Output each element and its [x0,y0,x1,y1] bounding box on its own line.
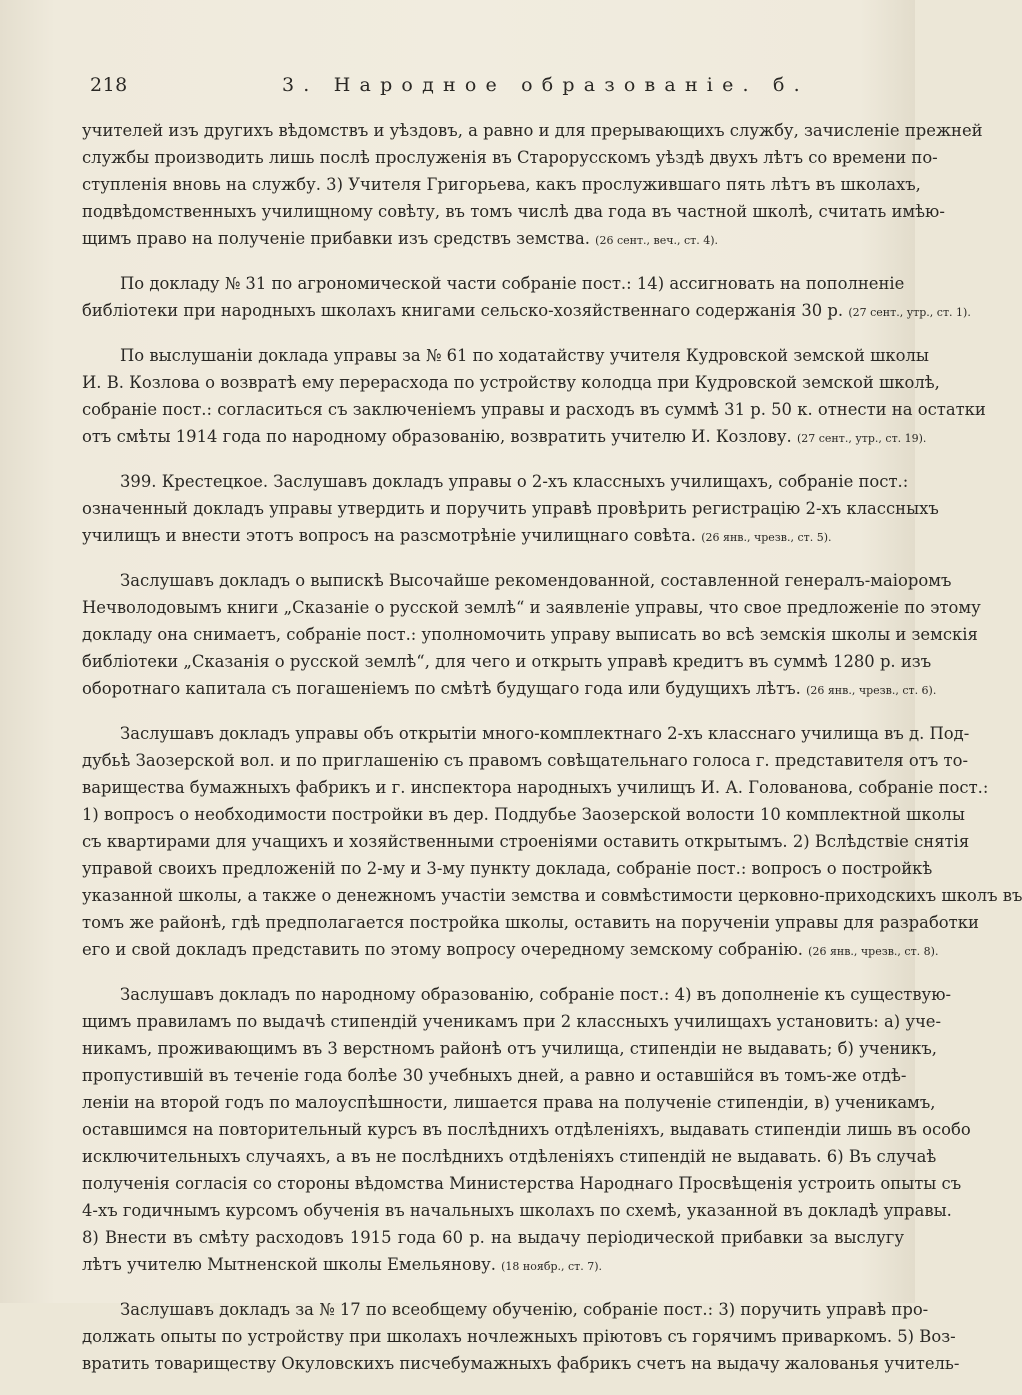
text-line [82,522,904,549]
text-line [82,495,939,522]
session-reference: (26 янв., чрезв., ст. 8). [808,945,939,958]
line-text: варищества бумажныхъ фабрикъ и г. инспектора народныхъ училищъ И. А. Голованова, собраніе пост.: [82,778,989,797]
paragraph [82,981,971,1278]
line-text: подвѣдомственныхъ училищному совѣту, въ томъ числѣ два года въ частной школѣ, считать имѣю- [82,202,945,221]
line-text: библіотеки при народныхъ школахъ книгами сельско-хозяйственнаго содержанія 30 р. [82,301,844,320]
text-line [82,396,986,423]
line-text: съ квартирами для учащихъ и хозяйственными строеніями оставить открытымъ. 2) Вслѣдствіе снятія [82,832,970,851]
paragraph [82,567,981,702]
line-text: управой своихъ предложеній по 2-му и 3-му пункту доклада, собраніе пост.: вопросъ о постройкѣ [82,859,933,878]
text-line [82,1143,937,1170]
paragraph [82,270,971,324]
text-line [82,1323,956,1350]
session-reference: (27 сент., утр., ст. 1). [848,306,971,319]
line-text: вратить товариществу Окуловскихъ писчебумажныхъ фабрикъ счетъ на выдачу жалованья учитель- [82,1354,960,1373]
text-line [82,1350,960,1377]
page-header [82,74,904,104]
text-line [82,270,904,297]
line-text: По выслушаніи доклада управы за № 61 по ходатайству учителя Кудровской земской школы [120,346,929,365]
session-reference: (26 янв., чрезв., ст. 5). [701,531,832,544]
line-text: 4-хъ годичнымъ курсомъ обученія въ начальныхъ школахъ по схемѣ, указанной въ докладѣ управы. [82,1201,952,1220]
text-line [82,594,981,621]
text-line [82,423,927,450]
line-text: оборотнаго капитала съ погашеніемъ по смѣтѣ будущаго года или будущихъ лѣтъ. [82,679,801,698]
line-text: Нечволодовымъ книги „Сказаніе о русской землѣ“ и заявленіе управы, что свое предложеніе по этому [82,598,981,617]
line-text: указанной школы, а также о денежномъ участіи земства и совмѣстимости церковно-приходскихъ школъ въ [82,886,1022,905]
text-line [82,648,932,675]
line-text: Заслушавъ докладъ по народному образованію, собраніе пост.: 4) въ дополненіе къ существую- [120,985,952,1004]
session-reference: (27 сент., утр., ст. 19). [796,432,927,445]
line-text: Заслушавъ докладъ о выпискѣ Высочайше рекомендованной, составленной генералъ-маіоромъ [120,571,952,590]
text-line [82,936,939,963]
page-number: 218 [90,74,128,96]
session-reference: (26 сент., веч., ст. 4). [595,234,719,247]
line-text: собраніе пост.: согласиться съ заключеніемъ управы и расходъ въ суммѣ 31 р. 50 к. отнести на остатки [82,400,986,419]
text-line [82,855,933,882]
text-line [82,1062,907,1089]
text-line [82,144,938,171]
text-line [82,1224,904,1251]
line-text: щимъ правиламъ по выдачѣ стипендій ученикамъ при 2 классныхъ училищахъ установить: а) уче- [82,1012,942,1031]
text-line [82,117,983,144]
line-text: службы производить лишь послѣ прослуженія въ Старорусскомъ уѣздѣ двухъ лѣтъ со времени по- [82,148,938,167]
line-text: отъ смѣты 1914 года по народному образованію, возвратить учителю И. Козлову. [82,427,792,446]
text-line [82,801,965,828]
text-line [82,198,945,225]
text-line [82,1197,952,1224]
line-text: должать опыты по устройству при школахъ ночлежныхъ пріютовъ съ горячимъ приваркомъ. 5) Воз- [82,1327,956,1346]
text-line [82,621,978,648]
line-text: докладу она снимаетъ, собраніе пост.: уполномочить управу выписать во всѣ земскія школы и земскія [82,625,978,644]
line-text: пропустившій въ теченіе года болѣе 30 учебныхъ дней, а равно и оставшійся въ томъ-же отдѣ- [82,1066,907,1085]
session-reference: (26 янв., чрезв., ст. 6). [806,684,937,697]
text-line [82,369,940,396]
text-line [82,468,909,495]
paragraph [82,720,1022,963]
line-text: библіотеки „Сказанія о русской землѣ“, для чего и открыть управѣ кредитъ въ суммѣ 1280 р. изъ [82,652,932,671]
body-text [82,117,1022,1395]
line-text: 1) вопросъ о необходимости постройки въ дер. Поддубье Заозерской волости 10 комплектной школы [82,805,965,824]
line-text: училищъ и внести этотъ вопросъ на разсмотрѣніе училищнаго совѣта. [82,526,696,545]
text-line [82,882,1022,909]
text-line [82,297,971,324]
running-head: 3. Народное образованіе. б. [282,74,809,96]
text-line [82,1170,962,1197]
text-line [82,171,921,198]
line-text: томъ же районѣ, гдѣ предполагается постройка школы, оставить на порученіи управы для разработки [82,913,979,932]
line-text: ступленія вновь на службу. 3) Учителя Григорьева, какъ прослужившаго пять лѣтъ въ школахъ, [82,175,921,194]
text-line [82,828,970,855]
line-text: дубьѣ Заозерской вол. и по приглашенію съ правомъ совѣщательнаго голоса г. представителя отъ то- [82,751,968,770]
text-line [82,747,968,774]
line-text: никамъ, проживающимъ въ 3 верстномъ районѣ отъ училища, стипендіи не выдавать; б) ученикъ, [82,1039,938,1058]
text-line [82,1296,929,1323]
paragraph [82,1296,960,1377]
text-line [82,1089,936,1116]
line-text: 8) Внести въ смѣту расходовъ 1915 года 60 р. на выдачу періодической прибавки за выслугу [82,1228,904,1247]
paragraph [82,342,986,450]
text-line [82,567,952,594]
text-line [82,720,970,747]
text-line [82,1035,938,1062]
line-text: И. В. Козлова о возвратѣ ему перерасхода по устройству колодца при Кудровской земской школѣ, [82,373,940,392]
text-line [82,675,937,702]
line-text: леніи на второй годъ по малоуспѣшности, лишается права на полученіе стипендіи, в) ученикамъ, [82,1093,936,1112]
paragraph [82,117,983,252]
text-line [82,1116,971,1143]
line-text: Заслушавъ докладъ за № 17 по всеобщему обученію, собраніе пост.: 3) поручить управѣ про- [120,1300,929,1319]
paragraph [82,468,939,549]
line-text: По докладу № 31 по агрономической части собраніе пост.: 14) ассигновать на пополненіе [120,274,905,293]
line-text: исключительныхъ случаяхъ, а въ не послѣднихъ отдѣленіяхъ стипендій не выдавать. 6) Въ случаѣ [82,1147,937,1166]
text-line [82,225,904,252]
text-line [82,981,952,1008]
session-reference: (18 ноябр., ст. 7). [501,1260,602,1273]
line-text: оставшимся на повторительный курсъ въ послѣднихъ отдѣленіяхъ, выдавать стипендіи лишь въ особо [82,1120,971,1139]
line-text: означенный докладъ управы утвердить и поручить управѣ провѣрить регистрацію 2-хъ классныхъ [82,499,939,518]
text-line [82,342,929,369]
line-text: щимъ право на полученіе прибавки изъ средствъ земства. [82,229,590,248]
line-text: лѣтъ учителю Мытненской школы Емельянову. [82,1255,496,1274]
line-text: Заслушавъ докладъ управы объ открытіи много-комплектнаго 2-хъ класснаго училища въ д. Под- [120,724,970,743]
line-text: учителей изъ другихъ вѣдомствъ и уѣздовъ, а равно и для прерывающихъ службу, зачисленіе прежней [82,121,983,140]
line-text: полученія согласія со стороны вѣдомства Министерства Народнаго Просвѣщенія устроить опыты съ [82,1174,962,1193]
text-line [82,1251,904,1278]
line-text: его и свой докладъ представить по этому вопросу очередному земскому собранію. [82,940,803,959]
text-line [82,1008,942,1035]
line-text: 399. Крестецкое. Заслушавъ докладъ управы о 2-хъ классныхъ училищахъ, собраніе пост.: [120,472,909,491]
text-line [82,774,989,801]
text-line [82,909,979,936]
